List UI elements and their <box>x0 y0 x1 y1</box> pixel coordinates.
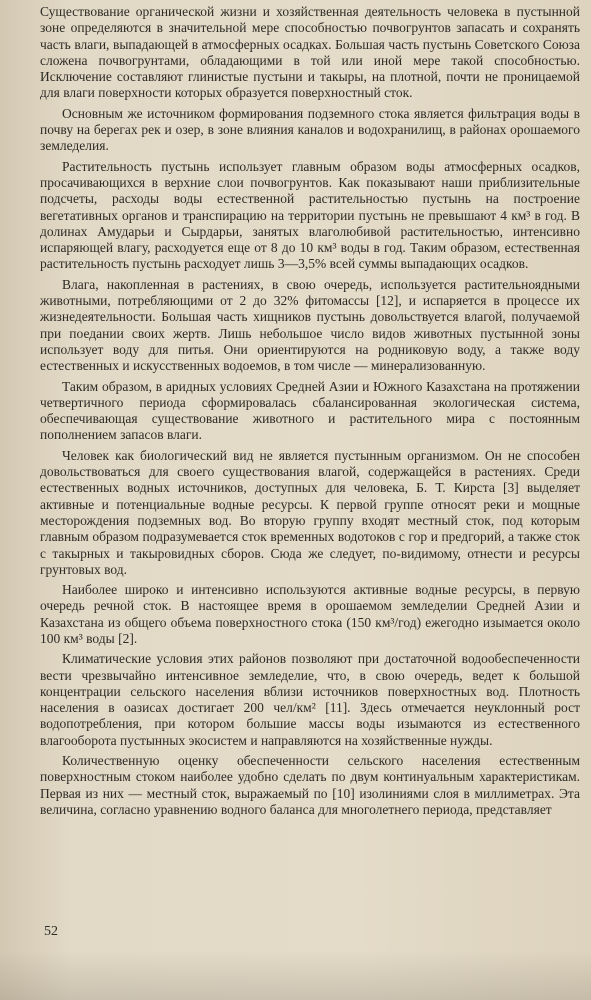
paragraph: Таким образом, в аридных условиях Средней Азии и Южного Казахстана на протяжении четвертичного периода сформировалась сбалансированная экологическая система, обеспечивающая существование животного и растительного мира с постоянным пополнением запасов влаги. <box>40 378 580 443</box>
page-text <box>40 4 580 822</box>
paragraph: Количественную оценку обеспеченности сельского населения естественным поверхностным стоком наиболее удобно сделать по двум континуальным характеристикам. Первая из них — местный сток, выражаемый по [10] изолиниями слоя в миллиметрах. Эта величина, согласно уравнению водного баланса для многолетнего периода, представляет <box>40 753 580 817</box>
paragraph: Климатические условия этих районов позволяют при достаточной водообеспеченности вести чрезвычайно интенсивное земледелие, что, в свою очередь, ведет к большой концентрации сельского населения вблизи источников поверхностных вод. Плотность населения в оазисах достигает 200 чел/км² [11]. Здесь отмечается неуклонный рост водопотребления, при котором большие массы воды изымаются из естественного влагооборота пустынных экосистем и направляются на хозяйственные нужды. <box>40 651 580 748</box>
paragraph: Влага, накопленная в растениях, в свою очередь, используется растительноядными животными, потребляющими от 2 до 32% фитомассы [12], и испаряется в процессе их жизнедеятельности. Большая часть хищников пустынь довольствуется влагой, получаемой при поедании своих жертв. Лишь небольшое число видов животных пустынной зоны использует воду для питья. Они ориентируются на родниковую воду, а также воду естественных и искусственных водоемов, в том числе — минерализованную. <box>40 276 580 374</box>
page-number: 52 <box>44 924 58 939</box>
paragraph: Основным же источником формирования подземного стока является фильтрация воды в почву на берегах рек и озер, в зоне влияния каналов и водохранилищ, в районах орошаемого земледелия. <box>40 105 580 154</box>
page-edge-shadow <box>0 950 591 1000</box>
paragraph: Существование органической жизни и хозяйственная деятельность человека в пустынной зоне определяются в значительной мере способностью почвогрунтов запасать и сохранять часть влаги, выпадающей в атмосферных осадках. Большая часть пустынь Советского Союза сложена почвогрунтами, обладающими в той или иной мере такой способностью. Исключение составляют глинистые пустыни и такыры, на плотной, почти не проницаемой для влаги поверхности которых образуется поверхностный сток. <box>40 4 580 101</box>
paragraph: Человек как биологический вид не является пустынным организмом. Он не способен довольствоваться для своего существования влагой, содержащейся в растениях. Среди естественных водных источников, доступных для человека, Б. Т. Кирста [3] выделяет активные и потенциальные водные ресурсы. К первой группе относят реки и мощные месторождения подземных вод. Во вторую группу входят местный сток, под которым главным образом подразумевается сток временных водотоков с гор и предгорий, а также сток с такырных и такыровидных сборов. Сюда же следует, по-видимому, отнести и ресурсы грунтовых вод. <box>40 447 580 577</box>
paragraph: Растительность пустынь использует главным образом воды атмосферных осадков, просачивающихся в верхние слои почвогрунтов. Как показывают наши приблизительные подсчеты, расходы воды естественной растительностью пустынь на построение вегетативных органов и транспирацию на территории пустынь не превышают 4 км³ в год. В долинах Амударьи и Сырдарьи, занятых влаголюбивой растительностью, интенсивно испаряющей влагу, расходуется еще от 8 до 10 км³ воды в год. Таким образом, естественная растительность пустынь расходует лишь 3—3,5% всей суммы выпадающих осадков. <box>40 158 580 272</box>
paragraph: Наиболее широко и интенсивно используются активные водные ресурсы, в первую очередь речной сток. В настоящее время в орошаемом земледелии Средней Азии и Казахстана из общего объема поверхностного стока (150 км³/год) ежегодно изымается около 100 км³ воды [2]. <box>40 582 580 646</box>
